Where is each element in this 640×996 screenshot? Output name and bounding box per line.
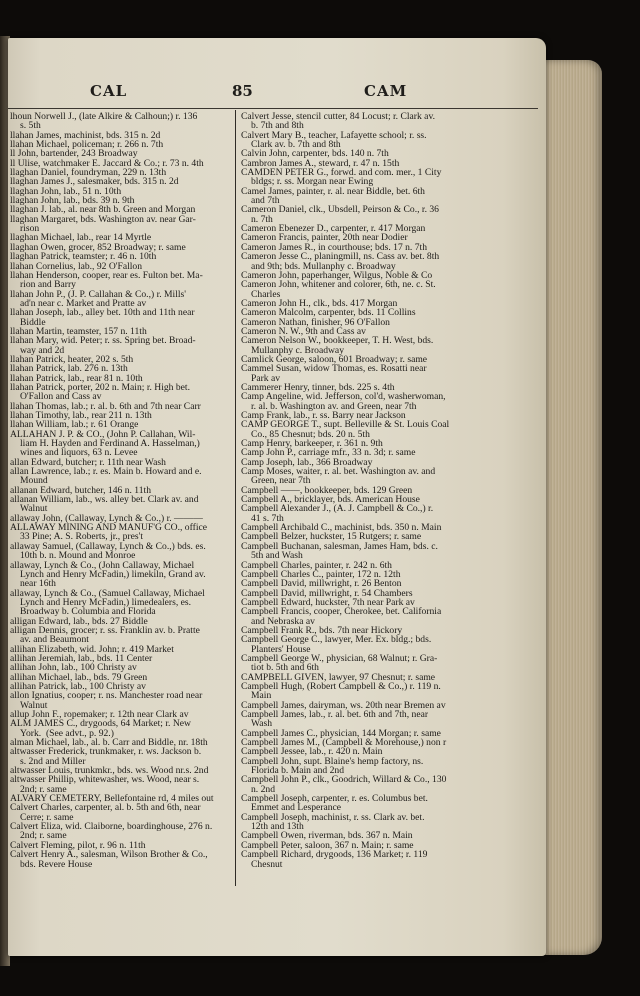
directory-entry-line: ad'n near c. Market and Pratte av [20, 298, 147, 309]
directory-entry-line: allaway Samuel, (Callaway, Lynch & Co.,) bds. es. [10, 541, 206, 552]
directory-entry-line: 12th and 13th [251, 822, 304, 832]
directory-entry-line: ll Ulise, watchmaker E. Jaccard & Co.; r. 73 n. 4th [10, 158, 204, 169]
directory-entry-line: altwasser Louis, trunkmkr., bds. ws. Wood nr.s. 2nd [10, 766, 209, 776]
directory-entry-line: Cameron James R., in courthouse; bds. 17 n. 7th [241, 242, 427, 253]
page-edges-stack [540, 60, 602, 955]
directory-entry-line: Campbell Joseph, carpenter, r. es. Columbus bet. [241, 794, 428, 804]
directory-entry-line: allaway, Lynch & Co., (Samuel Callaway, Michael [10, 588, 205, 598]
directory-entry-line: CAMDEN PETER G., forwd. and com. mer., 1 City [241, 168, 442, 178]
directory-entry-line: Camlick George, saloon, 601 Broadway; r. same [241, 354, 428, 365]
directory-entry-line: Campbell Charles, painter, r. 242 n. 6th [241, 560, 392, 570]
directory-entry-line: way and 2d [20, 345, 65, 355]
directory-entry-line: Campbell Joseph, machinist, r. ss. Clark av. bet. [241, 812, 425, 823]
directory-entry-line: Campbell Richard, drygoods, 136 Market; r. 119 [241, 850, 428, 860]
directory-entry-line: Campbell Archibald C., machinist, bds. 350 n. Main [241, 523, 442, 533]
directory-entry-line: llahan William, lab.; r. 61 Orange [10, 420, 139, 430]
directory-entry-line: 10th b. n. Mound and Monroe [20, 551, 136, 561]
directory-entry-line: llahan Henderson, cooper, rear es. Fulton bet. Ma- [10, 270, 203, 281]
directory-entry-line: Campbell David, millwright, r. 26 Benton [241, 579, 402, 589]
directory-entry-line: Campbell Buchanan, salesman, James Ham, bds. c. [241, 541, 438, 552]
right-column [241, 112, 481, 869]
directory-entry-line: Campbell James, dairyman, ws. 20th near Bremen av [241, 700, 446, 710]
directory-entry-line: Campbell Edward, huckster, 7th near Park av [241, 597, 415, 608]
directory-entry-line: CAMPBELL GIVEN, lawyer, 97 Chesnut; r. same [241, 672, 436, 682]
directory-entry-line: Cameron John H., clk., bds. 417 Morgan [241, 298, 398, 309]
directory-entry-line: and 9th; bds. Mullanphy c. Broadway [251, 261, 396, 271]
directory-entry-line: llahan Cornelius, lab., 92 O'Fallon [10, 261, 143, 271]
directory-entry-line: Cambron James A., steward, r. 47 n. 15th [241, 158, 400, 169]
directory-entry-line: 2nd; r. same [20, 784, 67, 795]
directory-entry-line: llaghan Michael, lab., rear 14 Myrtle [10, 233, 152, 243]
directory-entry-line: Emmet and Lesperance [251, 803, 342, 813]
directory-entry-line: llaghan Daniel, foundryman, 229 n. 13th [10, 168, 167, 178]
directory-entry-line: near 16th [20, 579, 56, 589]
directory-entry-line: ALLAHAN J. P. & CO., (John P. Callahan, Wil- [10, 429, 196, 440]
directory-entry-line: b. 7th and 8th [251, 121, 304, 131]
directory-entry-line: Cameron Daniel, clk., Ubsdell, Peirson & Co., r. 36 [241, 205, 439, 215]
directory-entry-line: Camp Moses, waiter, r. al. bet. Washington av. and [241, 467, 436, 477]
directory-entry-line: llahan James, machinist, bds. 315 n. 2d [10, 130, 161, 141]
directory-entry-line: Campbell A., bricklayer, bds. American House [241, 495, 420, 505]
directory-entry-line: llaghan Owen, grocer, 852 Broadway; r. same [10, 242, 186, 253]
column-divider [235, 110, 236, 886]
directory-entry-line: rison [20, 224, 40, 234]
directory-entry-line: Camp Joseph, lab., 366 Broadway [241, 457, 373, 468]
directory-entry-line: allihan John, lab., 100 Christy av [10, 663, 137, 673]
directory-entry-line: Campbell Charles C., painter, 172 n. 12th [241, 569, 401, 580]
directory-entry-line: Campbell George C., lawyer, Mer. Ex. bldg.; bds. [241, 635, 432, 645]
left-column [10, 112, 232, 869]
directory-entry-line: allup John F., ropemaker; r. 12th near Clark av [10, 710, 189, 720]
directory-entry-line: llahan John P., (J. P. Callahan & Co.,) r. Mills' [10, 289, 187, 299]
directory-entry-line: llahan Timothy, lab., rear 211 n. 13th [10, 411, 152, 421]
directory-entry-line: Cammerer Henry, tinner, bds. 225 s. 4th [241, 382, 395, 393]
directory-entry-line: alman Michael, lab., al. b. Carr and Biddle, nr. 18th [10, 738, 208, 748]
directory-entry-line: Campbell James, lab., r. al. bet. 6th and 7th, near [241, 710, 429, 720]
directory-entry-line: Camp Frank, lab., r. ss. Barry near Jackson [241, 411, 406, 421]
directory-entry-line: Calvert Henry A., salesman, Wilson Brother & Co., [10, 850, 208, 860]
directory-entry-line: altwasser Phillip, whitewasher, ws. Wood, near s. [10, 775, 200, 785]
directory-entry-line: Cammel Susan, widow Thomas, es. Rosatti near [241, 364, 427, 374]
directory-entry-line: Green, near 7th [251, 476, 311, 486]
directory-entry-line: allaway John, (Callaway, Lynch & Co.,) r. ——— [10, 513, 203, 524]
directory-entry-line: llahan Patrick, lab., rear 81 n. 10th [10, 373, 143, 383]
directory-entry-line: Campbell ——, bookkeeper, bds. 129 Green [241, 485, 413, 496]
directory-entry-line: Campbell George W., physician, 68 Walnut; r. Gra- [241, 653, 438, 664]
directory-entry-line: Cameron Jesse C., planingmill, ns. Cass av. bet. 8th [241, 252, 440, 262]
directory-entry-line: allihan Michael, lab., bds. 79 Green [10, 672, 148, 682]
directory-entry-line: rion and Barry [20, 280, 76, 290]
directory-entry-line: Campbell Frank R., bds. 7th near Hickory [241, 625, 403, 636]
directory-entry-line: alligan Edward, lab., bds. 27 Biddle [10, 616, 148, 626]
directory-entry-line: Calvert Charles, carpenter, al. b. 5th and 6th, near [10, 803, 201, 813]
directory-entry-line: Calvin John, carpenter, bds. 140 n. 7th [241, 149, 389, 159]
directory-entry-line: s. 5th [20, 121, 41, 131]
directory-entry-line: Biddle [20, 317, 46, 327]
directory-entry-line: Florida b. Main and 2nd [251, 766, 344, 776]
directory-entry-line: Planters' House [251, 644, 311, 654]
directory-entry-line: Mound [20, 476, 48, 486]
directory-entry-line: and Nebraska av [251, 616, 315, 626]
page-header [8, 82, 546, 104]
directory-entry-line: Campbell Owen, riverman, bds. 367 n. Main [241, 831, 413, 841]
directory-entry-line: Cameron N. W., 9th and Cass av [241, 326, 366, 337]
directory-entry-line: llaghan James J., salesmaker, bds. 315 n. 2d [10, 177, 179, 187]
directory-entry-line: allaway, Lynch & Co., (John Callaway, Michael [10, 560, 195, 570]
directory-entry-line: Campbell James C., physician, 144 Morgan; r. same [241, 728, 441, 739]
directory-entry-line: Clark av. b. 7th and 8th [251, 140, 341, 150]
directory-entry-line: O'Fallon and Cass av [20, 392, 102, 402]
directory-entry-line: 5th and Wash [251, 551, 303, 561]
directory-entry-line: n. 2nd [251, 784, 275, 795]
directory-entry-line: Cameron John, paperhanger, Wilgus, Noble & Co [241, 270, 433, 281]
directory-entry-line: allihan Jeremiah, lab., bds. 11 Center [10, 653, 153, 664]
directory-entry-line: Park av [251, 373, 281, 383]
directory-entry-line: s. 2nd and Miller [20, 756, 86, 767]
directory-entry-line: allan Edward, butcher; r. 11th near Wash [10, 457, 166, 468]
directory-entry-line: Campbell James M., (Campbell & Morehouse,) non r [241, 738, 447, 748]
directory-entry-line: Co., 85 Chesnut; bds. 20 n. 5th [251, 429, 370, 440]
directory-entry-line: liam H. Hayden and Ferdinand A. Hasselman,) [20, 439, 200, 449]
directory-entry-line: llahan Mary, wid. Peter; r. ss. Spring bet. Broad- [10, 336, 196, 346]
directory-entry-line: CAMP GEORGE T., supt. Belleville & St. Louis Coal [241, 420, 450, 430]
directory-entry-line: llaghan John, lab., 51 n. 10th [10, 186, 122, 197]
left-guide-word: CAL [90, 82, 128, 100]
directory-entry-line: allihan Patrick, lab., 100 Christy av [10, 681, 146, 692]
directory-entry-line: 2nd; r. same [20, 831, 67, 841]
directory-entry-line: n. 7th [251, 214, 273, 225]
directory-entry-line: Campbell Francis, cooper, Cherokee, bet. California [241, 607, 442, 617]
directory-entry-line: alligan Dennis, grocer; r. ss. Franklin av. b. Pratte [10, 625, 200, 636]
directory-entry-line: lhoun Norwell J., (late Alkire & Calhoun;) r. 136 [10, 112, 198, 122]
directory-entry-line: ALVARY CEMETERY, Bellefontaine rd, 4 miles out [10, 794, 214, 804]
page-number: 85 [232, 82, 253, 100]
directory-entry-line: bds. Revere House [20, 859, 93, 869]
directory-entry-line: Walnut [20, 504, 48, 514]
directory-entry-line: Campbell John P., clk., Goodrich, Willard & Co., 130 [241, 775, 447, 785]
directory-entry-line: Camp John P., carriage mfr., 33 n. 3d; r. same [241, 448, 416, 458]
directory-entry-line: Cameron Nelson W., bookkeeper, T. H. West, bds. [241, 336, 434, 346]
directory-entry-line: llaghan Margaret, bds. Washington av. near Gar- [10, 214, 196, 225]
directory-entry-line: av. and Beaumont [20, 635, 89, 645]
directory-entry-line: Walnut [20, 700, 48, 710]
directory-entry-line: Campbell Peter, saloon, 367 n. Main; r. same [241, 840, 414, 851]
directory-entry-line: Cameron Malcolm, carpenter, bds. 11 Collins [241, 308, 416, 318]
directory-entry-line: Campbell Belzer, huckster, 15 Rutgers; r. same [241, 532, 422, 542]
directory-entry-line: Cameron Ebenezer D., carpenter, r. 417 Morgan [241, 224, 426, 234]
directory-entry-line: allanan Edward, butcher, 146 n. 11th [10, 485, 151, 496]
directory-entry-line: Camp Henry, barkeeper, r. 361 n. 9th [241, 439, 383, 449]
directory-entry-line: Cerre; r. same [20, 812, 74, 823]
directory-entry-line: altwasser Frederick, trunkmaker, r. ws. Jackson b. [10, 747, 202, 757]
directory-entry-line: Broadway b. Columbia and Florida [20, 607, 156, 617]
directory-entry-line: Cameron John, whitener and colorer, 6th, ne. c. St. [241, 280, 436, 290]
directory-entry-line: allon Ignatius, cooper; r. ns. Manchester road near [10, 691, 203, 701]
directory-entry-line: llahan Martin, teamster, 157 n. 11th [10, 326, 147, 337]
directory-entry-line: Calvert Eliza, wid. Claiborne, boardinghouse, 276 n. [10, 822, 213, 832]
directory-entry-line: Campbell David, millwright, r. 54 Chambers [241, 588, 413, 598]
directory-entry-line: llahan Patrick, heater, 202 s. 5th [10, 354, 134, 365]
directory-entry-line: llahan Patrick, porter, 202 n. Main; r. High bet. [10, 382, 190, 393]
directory-entry-line: ll John, bartender, 243 Broadway [10, 149, 138, 159]
directory-entry-line: Chesnut [251, 859, 283, 869]
directory-entry-line: allan Lawrence, lab.; r. es. Main b. Howard and e. [10, 467, 202, 477]
directory-entry-line: wines and liquors, 63 n. Levee [20, 448, 138, 458]
right-guide-word: CAM [364, 82, 408, 100]
directory-entry-line: bldgs; r. ss. Morgan near Ewing [251, 177, 374, 187]
directory-entry-line: Cameron Francis, painter, 20th near Dodier [241, 233, 408, 243]
directory-entry-line: 41 s. 7th [251, 513, 284, 524]
directory-entry-line: ALLAWAY MINING AND MANUF'G CO., office [10, 523, 207, 533]
directory-entry-line: Mullanphy c. Broadway [251, 345, 344, 355]
directory-entry-line: allanan William, lab., ws. alley bet. Clark av. and [10, 495, 199, 505]
directory-entry-line: Lynch and Henry McFadin,) limekiln, Grand av. [20, 569, 206, 580]
directory-entry-line: Cameron Nathan, finisher, 96 O'Fallon [241, 317, 390, 327]
directory-entry-line: ALM JAMES C., drygoods, 64 Market; r. New [10, 719, 191, 729]
directory-entry-line: llahan Joseph, lab., alley bet. 10th and 11th near [10, 308, 195, 318]
directory-entry-line: 33 Pine; A. S. Roberts, jr., pres't [20, 532, 143, 542]
directory-entry-line: Calvert Mary B., teacher, Lafayette school; r. ss. [241, 130, 427, 141]
directory-entry-line: llaghan J. lab., al. near 8th b. Green and Morgan [10, 205, 196, 215]
directory-entry-line: tiot b. 5th and 6th [251, 663, 319, 673]
directory-entry-line: Main [251, 691, 272, 701]
directory-entry-line: Campbell John, supt. Blaine's hemp factory, ns. [241, 756, 424, 767]
directory-entry-line: Wash [251, 719, 273, 729]
directory-entry-line: Campbell Alexander J., (A. J. Campbell & Co.,) r. [241, 504, 434, 514]
directory-entry-line: llaghan Patrick, teamster; r. 46 n. 10th [10, 252, 157, 262]
directory-entry-line: llahan Michael, policeman; r. 266 n. 7th [10, 140, 164, 150]
directory-entry-line: r. al. b. Washington av. and Green, near 7th [251, 401, 417, 411]
directory-entry-line: llaghan John, lab., bds. 39 n. 9th [10, 196, 135, 206]
directory-entry-line: Calvert Jesse, stencil cutter, 84 Locust; r. Clark av. [241, 112, 436, 122]
directory-entry-line: Camel James, painter, r. al. near Biddle, bet. 6th [241, 186, 425, 197]
directory-entry-line: York. (See advt., p. 92.) [20, 728, 114, 739]
directory-entry-line: Campbell Jessee, lab., r. 420 n. Main [241, 747, 383, 757]
directory-entry-line: Camp Angeline, wid. Jefferson, col'd, washerwoman, [241, 392, 446, 402]
directory-entry-line: allihan Elizabeth, wid. John; r. 419 Market [10, 644, 174, 654]
directory-entry-line: Calvert Fleming, pilot, r. 96 n. 11th [10, 840, 146, 851]
directory-entry-line: Campbell Hugh, (Robert Campbell & Co.,) r. 119 n. [241, 681, 441, 692]
directory-entry-line: llahan Patrick, lab. 276 n. 13th [10, 364, 128, 374]
directory-entry-line: Charles [251, 289, 281, 299]
directory-entry-line: and 7th [251, 196, 280, 206]
header-rule [8, 108, 538, 109]
directory-entry-line: llahan Thomas, lab.; r. al. b. 6th and 7th near Carr [10, 401, 201, 411]
directory-entry-line: Lynch and Henry McFadin,) limedealers, es. [20, 597, 192, 608]
